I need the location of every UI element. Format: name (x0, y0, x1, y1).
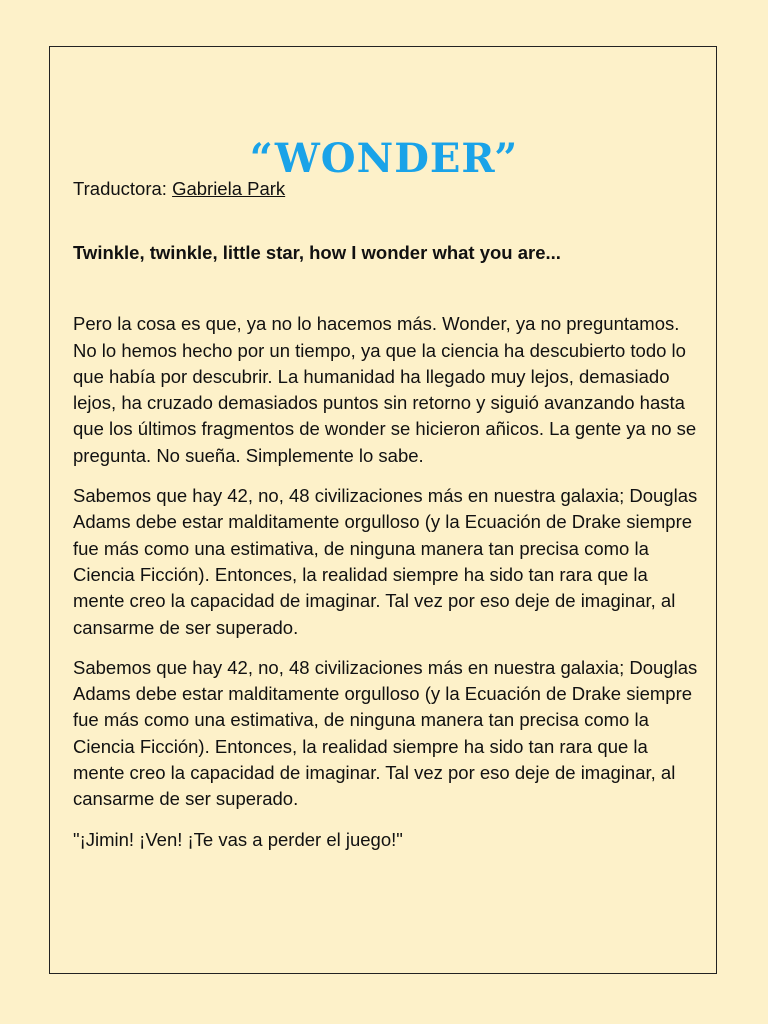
translator-line (73, 176, 703, 204)
paragraph-1: Pero la cosa es que, ya no lo hacemos más. Wonder, ya no preguntamos. No lo hemos hecho por un tiempo, ya que la ciencia ha descubierto todo lo que había por descubrir. La humanidad ha llegado muy lejos, demasiado lejos, ha cruzado demasiados puntos sin retorno y siguió avanzando hasta que los últimos fragmentos de wonder se hicieron añicos. La gente ya no se pregunta. No sueña. Simplemente lo sabe. (73, 313, 697, 466)
document-title: “WONDER” (249, 134, 519, 182)
paragraph-4-dialogue: "¡Jimin! ¡Ven! ¡Te vas a perder el juego!" (73, 828, 403, 850)
translator-name: Gabriela Park (172, 178, 286, 199)
epigraph: Twinkle, twinkle, little star, how I wonder what you are... (73, 242, 561, 263)
paragraph-2: Sabemos que hay 42, no, 48 civilizaciones más en nuestra galaxia; Douglas Adams debe estar malditamente orgulloso (y la Ecuación de Drake siempre fue más como una estimativa, de ninguna manera tan precisa como la Ciencia Ficción). Entonces, la realidad siempre ha sido tan rara que la mente creo la capacidad de imaginar. Tal vez por eso deje de imaginar, al cansarme de ser superado. (73, 485, 698, 638)
document-body (73, 176, 703, 853)
translator-label: Traductora: (73, 178, 167, 199)
paragraph-3: Sabemos que hay 42, no, 48 civilizaciones más en nuestra galaxia; Douglas Adams debe estar malditamente orgulloso (y la Ecuación de Drake siempre fue más como una estimativa, de ninguna manera tan precisa como la Ciencia Ficción). Entonces, la realidad siempre ha sido tan rara que la mente creo la capacidad de imaginar. Tal vez por eso deje de imaginar, al cansarme de ser superado. (73, 656, 698, 810)
